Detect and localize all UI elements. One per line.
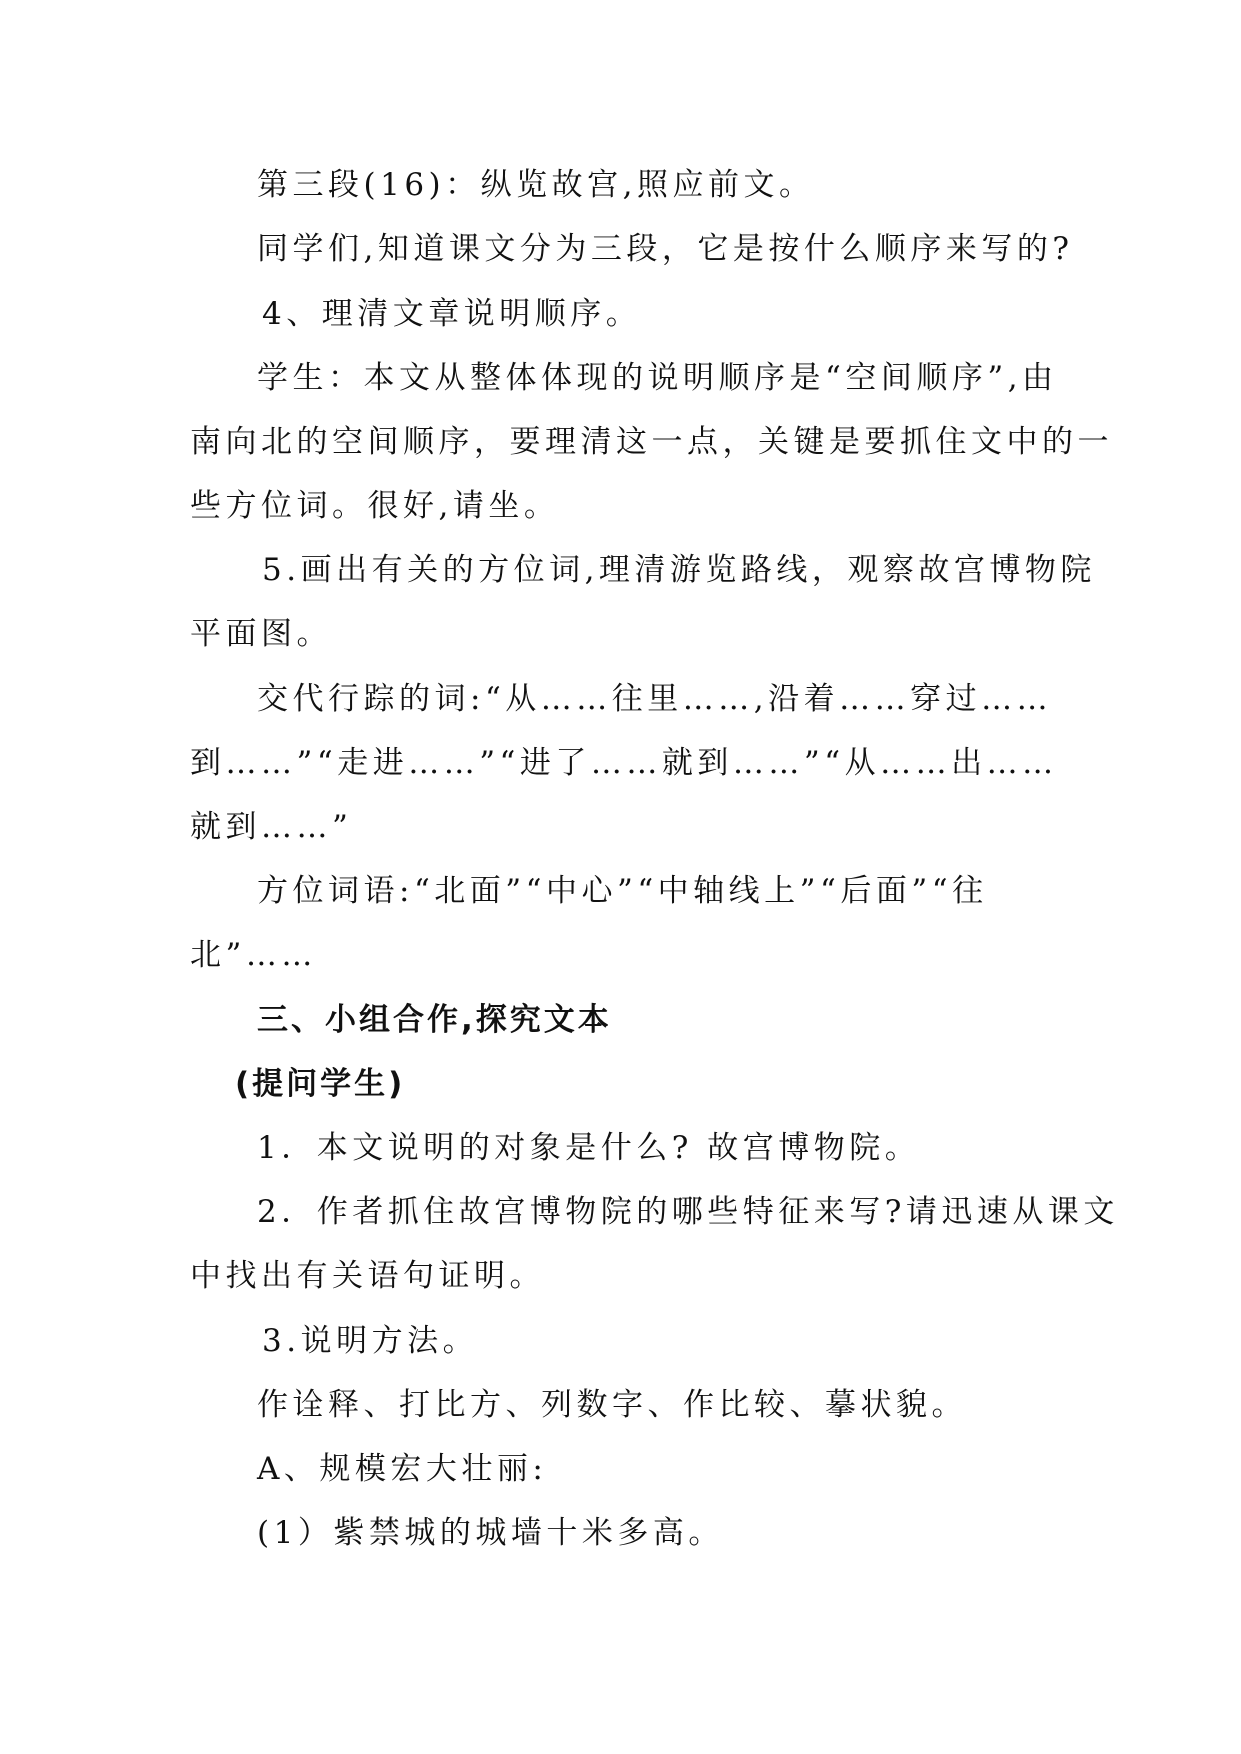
paragraph-section-three: 第三段(16)：纵览故宫,照应前文。 xyxy=(257,167,815,203)
paragraph-movement-words-line2: 到……”“走进……”“进了……就到……”“从……出…… xyxy=(190,745,1058,781)
section-heading-three: 三、小组合作,探究文本 xyxy=(257,1002,612,1038)
paragraph-direction-words-line1: 方位词语:“北面”“中心”“中轴线上”“后面”“往 xyxy=(257,873,988,909)
paragraph-student-answer-line3: 些方位词。很好,请坐。 xyxy=(190,488,560,524)
paragraph-movement-words-line1: 交代行踪的词:“从……往里……,沿着……穿过…… xyxy=(257,681,1053,717)
question-2-line2: 中找出有关语句证明。 xyxy=(190,1258,545,1294)
subheading-a-scale: A、规模宏大壮丽: xyxy=(257,1451,548,1487)
question-1: 1．本文说明的对象是什么? 故宫博物院。 xyxy=(257,1130,921,1166)
paragraph-student-answer-line1: 学生：本文从整体体现的说明顺序是“空间顺序”,由 xyxy=(257,360,1058,396)
paragraph-student-answer-line2: 南向北的空间顺序，要理清这一点，关键是要抓住文中的一 xyxy=(190,424,1113,460)
paragraph-question-order: 同学们,知道课文分为三段，它是按什么顺序来写的? xyxy=(257,231,1074,267)
point-1-city-wall: (1）紫禁城的城墙十米多高。 xyxy=(257,1515,724,1551)
question-3: 3.说明方法。 xyxy=(262,1323,479,1359)
item-5-line2: 平面图。 xyxy=(190,616,332,652)
paragraph-methods-list: 作诠释、打比方、列数字、作比较、摹状貌。 xyxy=(257,1387,967,1423)
paragraph-direction-words-line2: 北”…… xyxy=(190,937,317,973)
paragraph-movement-words-line3: 就到……” xyxy=(190,809,353,845)
item-4-heading: 4、理清文章说明顺序。 xyxy=(262,296,642,332)
question-2-line1: 2．作者抓住故宫博物院的哪些特征来写?请迅速从课文 xyxy=(257,1194,1119,1230)
subheading-ask-students: (提问学生) xyxy=(235,1066,406,1102)
item-5-line1: 5.画出有关的方位词,理清游览路线，观察故宫博物院 xyxy=(262,552,1096,588)
